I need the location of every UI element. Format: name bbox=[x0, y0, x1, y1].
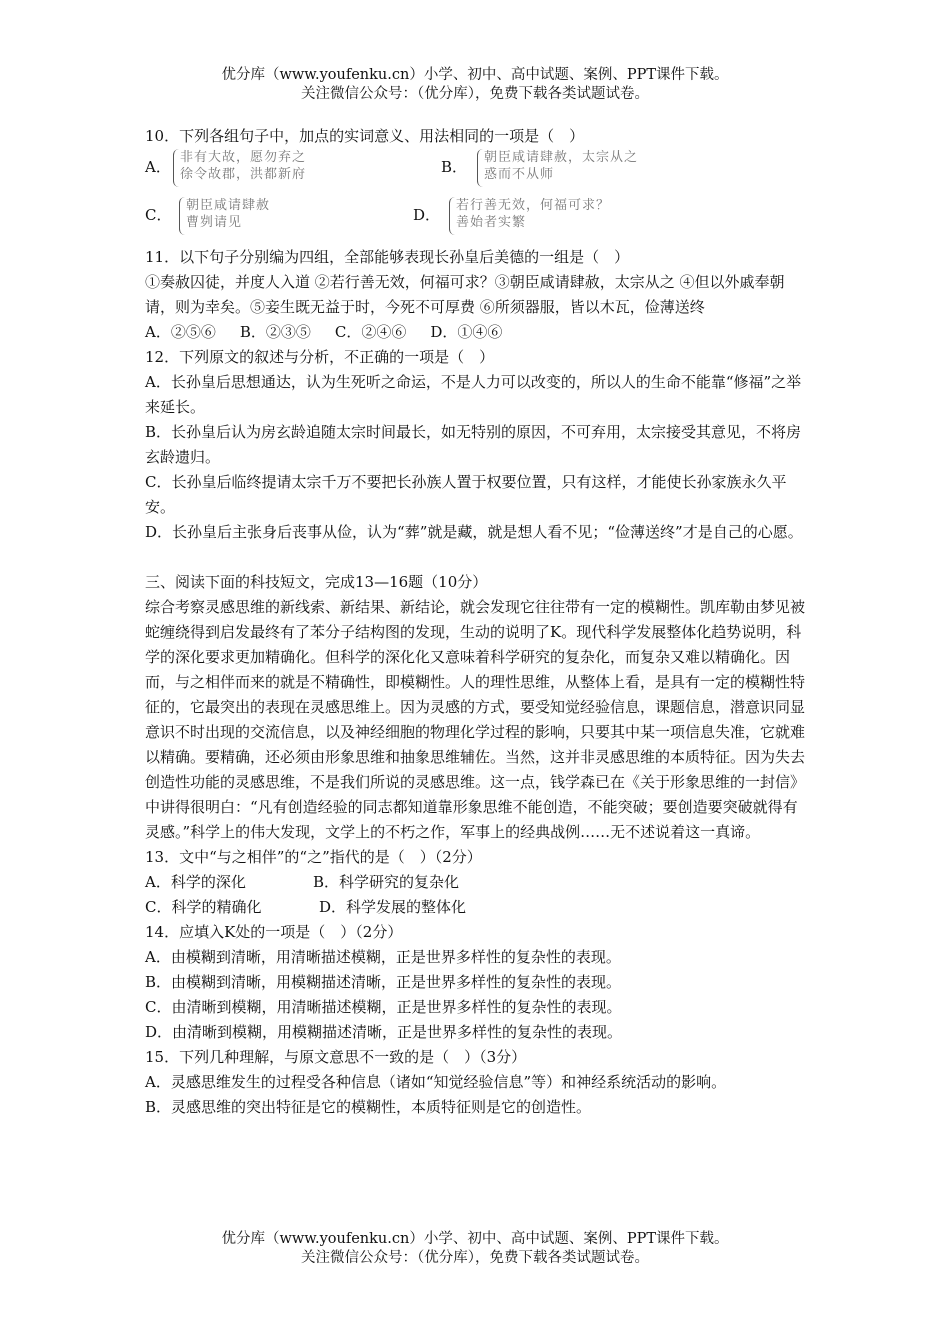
q10-option-a-line-1: 非有大故，愿勿弃之 bbox=[180, 150, 307, 165]
q10-option-b-letter: B． bbox=[441, 158, 468, 176]
q10-option-c-line-1: 朝臣咸请肆赦 bbox=[186, 198, 271, 213]
q14-option-b: B．由模糊到清晰，用模糊描述清晰，正是世界多样性的复杂性的表现。 bbox=[145, 973, 622, 991]
q11-option-a: A．②⑤⑥ bbox=[145, 323, 216, 341]
q10-option-d-letter: D． bbox=[413, 206, 441, 224]
q14-stem: 14．应填入K处的一项是（ ）（2分） bbox=[145, 923, 403, 941]
section-3-title: 三、阅读下面的科技短文，完成13—16题（10分） bbox=[145, 573, 488, 591]
q15-option-b: B．灵感思维的突出特征是它的模糊性，本质特征则是它的创造性。 bbox=[145, 1098, 592, 1116]
q10-option-a-line-2: 徐令故郡，洪都新府 bbox=[180, 167, 307, 182]
document-body bbox=[145, 124, 810, 1120]
q10-option-d-line-1: 若行善无效，何福可求？ bbox=[456, 198, 611, 213]
q13-option-c: C．科学的精确化 bbox=[145, 898, 262, 916]
q12-stem: 12．下列原文的叙述与分析，不正确的一项是（ ） bbox=[145, 348, 495, 366]
q11-body: ①奏赦囚徒，并度人入道 ②若行善无效，何福可求？③朝臣咸请肆赦，太宗从之 ④但以外戚奉朝请，则为幸矣。⑤妾生既无益于时，今死不可厚费 ⑥所须器服，皆以木瓦，俭薄送终 bbox=[145, 273, 785, 316]
q12-option-c: C．长孙皇后临终提请太宗千万不要把长孙族人置于权要位置，只有这样，才能使长孙家族永久平安。 bbox=[145, 473, 787, 516]
q10-option-d bbox=[449, 197, 610, 235]
q11-option-d: D．①④⑥ bbox=[430, 323, 503, 341]
page-footer bbox=[0, 1230, 950, 1268]
q12-option-a: A．长孙皇后思想通达，认为生死听之命运，不是人力可以改变的，所以人的生命不能靠“修福”之举来延长。 bbox=[145, 373, 802, 416]
q15-option-a: A．灵感思维发生的过程受各种信息（诸如“知觉经验信息”等）和神经系统活动的影响。 bbox=[145, 1073, 727, 1091]
q10-stem: 10．下列各组句子中，加点的实词意义、用法相同的一项是（ ） bbox=[145, 127, 585, 145]
q13-options-row-1 bbox=[145, 870, 810, 895]
page-header bbox=[0, 66, 950, 104]
header-line-1: 优分库（www.youfenku.cn）小学、初中、高中试题、案例、PPT课件下载。 bbox=[221, 67, 729, 83]
q11-stem: 11．以下句子分别编为四组，全部能够表现长孙皇后美德的一组是（ ） bbox=[145, 248, 630, 266]
q10-option-c bbox=[179, 197, 270, 235]
q11-option-b: B．②③⑤ bbox=[239, 323, 311, 341]
footer-line-2: 关注微信公众号：（优分库），免费下载各类试题试卷。 bbox=[301, 1250, 649, 1266]
q10-option-c-letter: C． bbox=[145, 206, 172, 224]
q14-option-c: C．由清晰到模糊，用清晰描述模糊，正是世界多样性的复杂性的表现。 bbox=[145, 998, 622, 1016]
header-line-2: 关注微信公众号：（优分库），免费下载各类试题试卷。 bbox=[301, 86, 649, 102]
q13-stem: 13．文中“与之相伴”的“之”指代的是（ ）（2分） bbox=[145, 848, 482, 866]
q13-option-a: A．科学的深化 bbox=[145, 873, 246, 891]
q12-option-b: B．长孙皇后认为房玄龄追随太宗时间最长，如无特别的原因，不可弃用，太宗接受其意见，不将房玄龄遗归。 bbox=[145, 423, 802, 466]
q10-options-row-1 bbox=[145, 149, 810, 197]
q10-option-b-line-2: 惑而不从师 bbox=[484, 167, 555, 182]
q11-options bbox=[145, 320, 810, 345]
q10-options-row-2 bbox=[145, 197, 810, 245]
q12-option-d: D．长孙皇后主张身后丧事从俭，认为“葬”就是藏，就是想人看不见；“俭薄送终”才是自己的心愿。 bbox=[145, 523, 803, 541]
science-passage: 综合考察灵感思维的新线索、新结果、新结论，就会发现它往往带有一定的模糊性。凯库勒由梦见被蛇缠绕得到启发最终有了苯分子结构图的发现，生动的说明了K。现代科学发展整体化趋势说明，科学的深化要求更加精确化。但科学的深化化又意味着科学研究的复杂化，而复杂又难以精确化。因而，与之相伴而来的就是不精确性，即模糊性。人的理性思维，从整体上看，是具有一定的模糊性特征的，它最突出的表现在灵感思维上。因为灵感的方式，要受知觉经验信息，课题信息，潜意识同显意识不时出现的交流信息，以及神经细胞的物理化学过程的影响，只要其中某一项信息失准，它就难以精确。要精确，还必须由形象思维和抽象思维辅佐。当然，这并非灵感思维的本质特征。因为失去创造性功能的灵感思维，不是我们所说的灵感思维。这一点，钱学森已在《关于形象思维的一封信》中讲得很明白：“凡有创造经验的同志都知道靠形象思维不能创造，不能突破；要创造要突破就得有灵感。”科学上的伟大发现，文学上的不朽之作，军事上的经典战例……无不述说着这一真谛。 bbox=[145, 598, 806, 841]
q13-option-d: D．科学发展的整体化 bbox=[319, 898, 467, 916]
q14-option-d: D．由清晰到模糊，用模糊描述清晰，正是世界多样性的复杂性的表现。 bbox=[145, 1023, 623, 1041]
q10-option-a bbox=[173, 149, 306, 187]
q11-option-c: C．②④⑥ bbox=[334, 323, 407, 341]
q10-option-a-letter: A． bbox=[145, 158, 171, 176]
footer-line-1: 优分库（www.youfenku.cn）小学、初中、高中试题、案例、PPT课件下载。 bbox=[221, 1231, 729, 1247]
q10-option-c-line-2: 曹刿请见 bbox=[186, 215, 243, 230]
q14-option-a: A．由模糊到清晰，用清晰描述模糊，正是世界多样性的复杂性的表现。 bbox=[145, 948, 621, 966]
q10-option-b bbox=[477, 149, 638, 187]
q13-options-row-2 bbox=[145, 895, 810, 920]
q15-stem: 15．下列几种理解，与原文意思不一致的是（ ）（3分） bbox=[145, 1048, 527, 1066]
q13-option-b: B．科学研究的复杂化 bbox=[313, 873, 460, 891]
q10-option-d-line-2: 善始者实繁 bbox=[456, 215, 527, 230]
q10-option-b-line-1: 朝臣咸请肆赦，太宗从之 bbox=[484, 150, 639, 165]
